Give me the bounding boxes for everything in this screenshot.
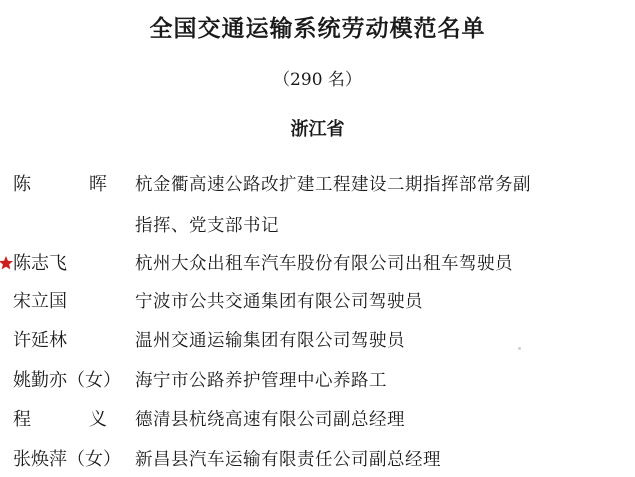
province-heading: 浙江省 bbox=[290, 119, 345, 140]
list-item bbox=[0, 211, 635, 241]
person-name: 程 义 bbox=[13, 409, 134, 430]
list-item bbox=[0, 326, 635, 356]
star-icon bbox=[0, 255, 14, 271]
person-name: 姚勤亦（女） bbox=[13, 370, 121, 391]
person-name: 陈 晖 bbox=[13, 174, 134, 195]
list-item bbox=[0, 287, 635, 317]
person-position: 杭金衢高速公路改扩建工程建设二期指挥部常务副 bbox=[135, 175, 531, 195]
person-position: 德清县杭绕高速有限公司副总经理 bbox=[135, 410, 405, 430]
list-item bbox=[0, 405, 635, 435]
person-position: 宁波市公共交通集团有限公司驾驶员 bbox=[135, 292, 423, 312]
person-position: 海宁市公路养护管理中心养路工 bbox=[135, 371, 387, 391]
list-item bbox=[0, 445, 635, 475]
list-item bbox=[0, 366, 635, 396]
scan-speck bbox=[518, 347, 521, 350]
person-position: 新昌县汽车运输有限责任公司副总经理 bbox=[135, 450, 441, 470]
person-position: 指挥、党支部书记 bbox=[135, 216, 279, 236]
person-position: 温州交通运输集团有限公司驾驶员 bbox=[135, 331, 405, 351]
person-position: 杭州大众出租车汽车股份有限公司出租车驾驶员 bbox=[135, 254, 513, 274]
list-item bbox=[0, 170, 635, 200]
document-title: 全国交通运输系统劳动模范名单 bbox=[149, 16, 486, 42]
list-item bbox=[0, 249, 635, 279]
person-name: 宋立国 bbox=[13, 291, 67, 312]
person-name: 许延林 bbox=[13, 330, 67, 351]
member-count: （290 名） bbox=[273, 70, 362, 90]
person-name: 张焕萍（女） bbox=[13, 449, 121, 470]
person-name: 陈志飞 bbox=[13, 253, 67, 274]
